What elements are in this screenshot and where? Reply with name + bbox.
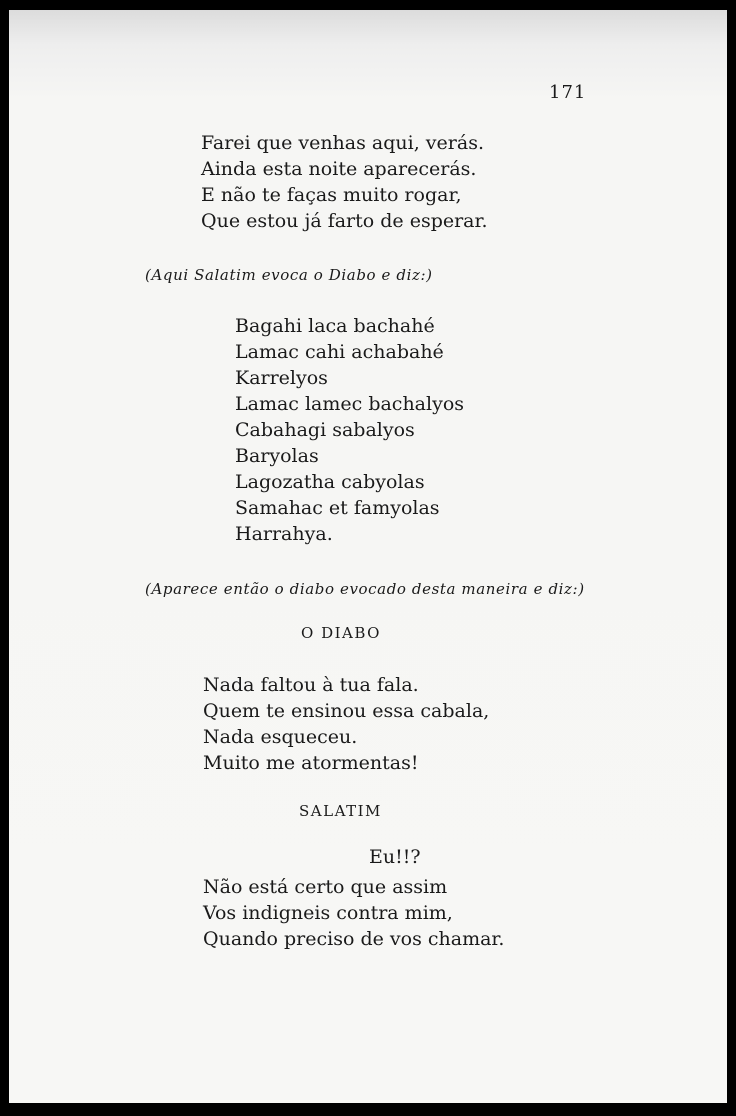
stage-direction-appearance: (Aparece então o diabo evocado desta maneira e diz:) — [145, 580, 585, 598]
verse-line: Vos indigneis contra mim, — [203, 902, 453, 924]
verse-line: Farei que venhas aqui, verás. — [201, 132, 484, 154]
verse-line: Nada esqueceu. — [203, 726, 358, 748]
verse-line: Nada faltou à tua fala. — [203, 674, 419, 696]
incantation-line: Cabahagi sabalyos — [235, 419, 415, 441]
interjection-line: Eu!!? — [369, 846, 421, 868]
speaker-heading-salatim: SALATIM — [299, 802, 382, 820]
speaker-heading-diabo: O DIABO — [301, 624, 381, 642]
verse-line: Ainda esta noite aparecerás. — [201, 158, 477, 180]
verse-line: Muito me atormentas! — [203, 752, 419, 774]
incantation-line: Karrelyos — [235, 367, 328, 389]
verse-line: E não te faças muito rogar, — [201, 184, 462, 206]
incantation — [235, 313, 464, 547]
stanza-salatim-2 — [203, 874, 504, 952]
verse-line: Que estou já farto de esperar. — [201, 210, 488, 232]
incantation-line: Bagahi laca bachahé — [235, 315, 435, 337]
incantation-line: Lamac lamec bachalyos — [235, 393, 465, 415]
incantation-line: Lagozatha cabyolas — [235, 471, 425, 493]
stanza-diabo — [203, 672, 489, 776]
verse-line: Quando preciso de vos chamar. — [203, 928, 505, 950]
stage-direction-evocation: (Aqui Salatim evoca o Diabo e diz:) — [145, 266, 433, 284]
verse-line: Não está certo que assim — [203, 876, 448, 898]
incantation-line: Baryolas — [235, 445, 319, 467]
incantation-line: Samahac et famyolas — [235, 497, 440, 519]
page-number: 171 — [549, 82, 587, 103]
stanza-salatim-1 — [201, 130, 488, 234]
verse-line: Quem te ensinou essa cabala, — [203, 700, 490, 722]
incantation-line: Harrahya. — [235, 523, 333, 545]
book-page — [9, 10, 727, 1103]
incantation-line: Lamac cahi achabahé — [235, 341, 444, 363]
